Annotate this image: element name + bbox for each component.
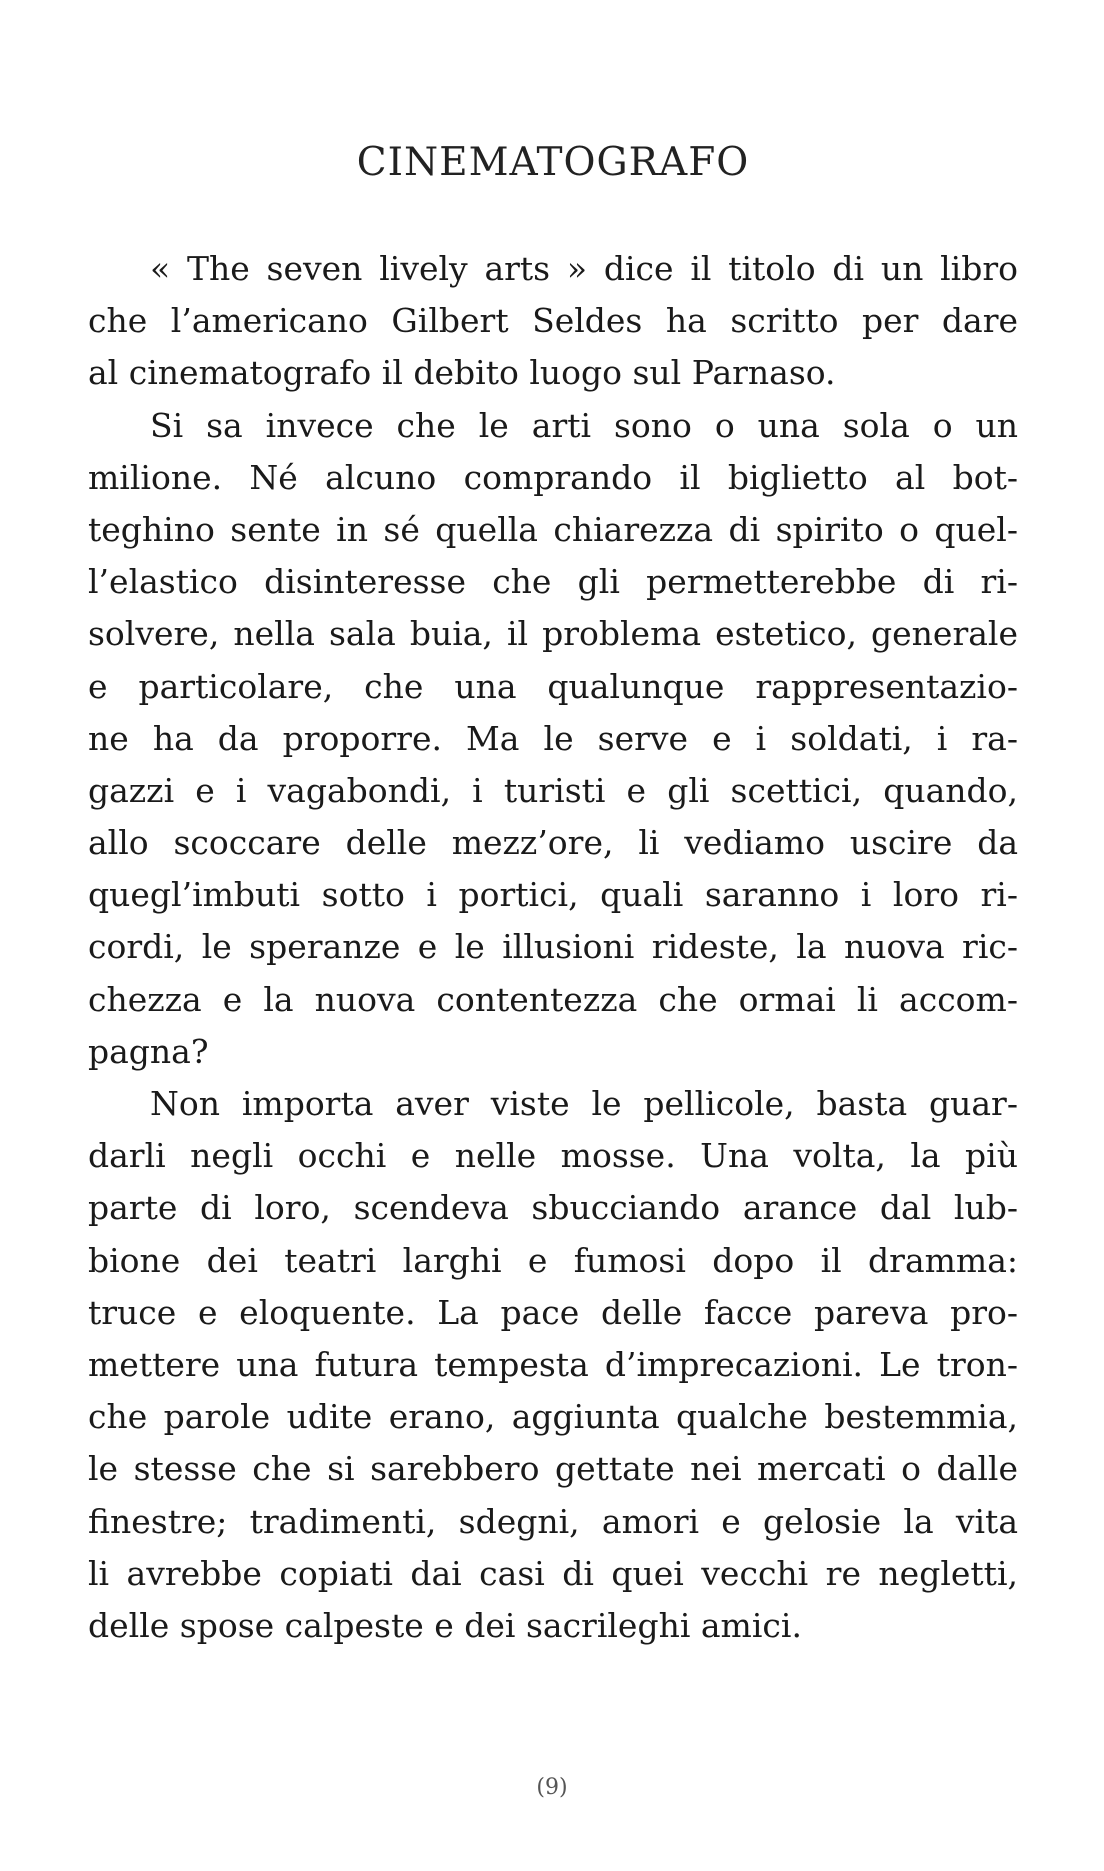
text-line: solvere, nella sala buia, il problema estetico, generale [88,614,1018,654]
text-line: che parole udite erano, aggiunta qualche bestemmia, [88,1397,1018,1437]
text-line: al cinematografo il debito luogo sul Parnaso. [88,353,836,393]
text-line: pagna? [88,1031,209,1071]
page-number: (9) [536,1775,568,1800]
text-line: quegl’imbuti sotto i portici, quali saranno i loro ri- [88,875,1018,915]
text-line: teghino sente in sé quella chiarezza di spirito o quel- [88,509,1018,549]
text-line: allo scoccare delle mezz’ore, li vediamo uscire da [88,823,1018,863]
chapter-title: CINEMATOGRAFO [356,140,750,185]
text-line: chezza e la nuova contentezza che ormai li accom- [88,979,1018,1019]
text-line: mettere una futura tempesta d’imprecazioni. Le tron- [88,1344,1018,1384]
text-line: le stesse che si sarebbero gettate nei mercati o dalle [88,1449,1018,1489]
text-line: gazzi e i vagabondi, i turisti e gli scettici, quando, [88,770,1018,810]
text-line: parte di loro, scendeva sbucciando arance dal lub- [88,1188,1018,1228]
text-line: truce e eloquente. La pace delle facce pareva pro- [88,1292,1018,1332]
text-line: che l’americano Gilbert Seldes ha scritto per dare [88,301,1018,341]
text-line: finestre; tradimenti, sdegni, amori e gelosie la vita [88,1501,1018,1541]
text-line: l’elastico disinteresse che gli permetterebbe di ri- [88,562,1018,602]
text-line: ne ha da proporre. Ma le serve e i soldati, i ra- [88,718,1018,758]
text-line: cordi, le speranze e le illusioni rideste, la nuova ric- [88,927,1018,967]
text-line: Non importa aver viste le pellicole, basta guar- [150,1084,1018,1123]
text-line: li avrebbe copiati dai casi di quei vecchi re negletti, [88,1553,1018,1593]
text-line: Si sa invece che le arti sono o una sola o un [150,405,1018,445]
text-line: delle spose calpeste e dei sacrileghi amici. [88,1605,802,1645]
text-line: milione. Né alcuno comprando il biglietto al bot- [88,457,1018,497]
text-line: e particolare, che una qualunque rappresentazio- [88,666,1018,706]
text-line: bione dei teatri larghi e fumosi dopo il dramma: [88,1240,1018,1280]
text-line: darli negli occhi e nelle mosse. Una volta, la più [88,1136,1018,1176]
text-line: « The seven lively arts » dice il titolo di un libro [150,249,1018,288]
body-text [88,243,1018,1652]
